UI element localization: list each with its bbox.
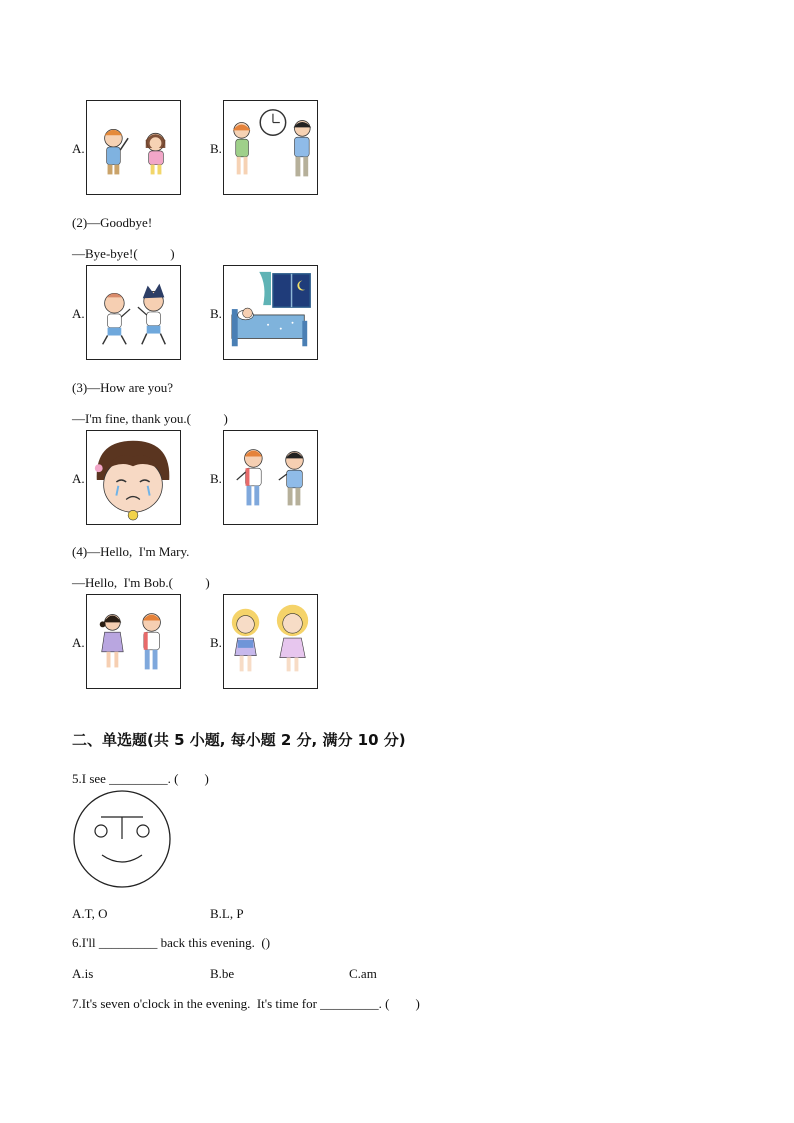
q6-option-c: C.am [349, 966, 377, 981]
q2-prompt: (2)—Goodbye! [72, 215, 153, 230]
q7-stem: 7.It's seven o'clock in the evening. It's time for _________. ( ) [72, 996, 420, 1011]
q5-option-b: B.L, P [210, 906, 244, 921]
q5-face-figure [71, 789, 173, 889]
q4-option-a-image [86, 594, 181, 689]
q2-option-a-image [86, 265, 181, 360]
q2-reply: —Bye-bye!( ) [72, 246, 175, 261]
two-children-greeting-icon [87, 101, 180, 194]
crying-girl-icon [87, 431, 180, 524]
q3-option-b-label: B. [210, 471, 222, 486]
q4-option-b-label: B. [210, 635, 222, 650]
q3-option-a-label: A. [72, 471, 85, 486]
q5-option-a: A.T, O [72, 906, 108, 921]
q6-option-a: A.is [72, 966, 94, 981]
q4-reply: —Hello, I'm Bob.( ) [72, 575, 210, 590]
letter-face-icon [71, 789, 173, 889]
q1-option-a-label: A. [72, 141, 85, 156]
night-bedroom-icon [224, 266, 317, 359]
clock-and-children-icon [224, 101, 317, 194]
two-blonde-girls-icon [224, 595, 317, 688]
q2-option-b-image [223, 265, 318, 360]
q4-option-b-image [223, 594, 318, 689]
girl-and-boy-icon [87, 595, 180, 688]
q3-reply: —I'm fine, thank you.( ) [72, 411, 228, 426]
q2-option-b-label: B. [210, 306, 222, 321]
q6-stem: 6.I'll _________ back this evening. () [72, 935, 271, 950]
section-2-heading: 二、单选题(共 5 小题, 每小题 2 分, 满分 10 分) [72, 731, 406, 749]
children-waving-icon [87, 266, 180, 359]
q1-option-b-image [223, 100, 318, 195]
q1-option-b-label: B. [210, 141, 222, 156]
q6-option-b: B.be [210, 966, 235, 981]
q4-prompt: (4)—Hello, I'm Mary. [72, 544, 190, 559]
q1-option-a-image [86, 100, 181, 195]
q3-option-b-image [223, 430, 318, 525]
q3-option-a-image [86, 430, 181, 525]
q2-option-a-label: A. [72, 306, 85, 321]
q4-option-a-label: A. [72, 635, 85, 650]
q5-stem: 5.I see _________. ( ) [72, 771, 209, 786]
two-boys-talking-icon [224, 431, 317, 524]
q3-prompt: (3)—How are you? [72, 380, 174, 395]
